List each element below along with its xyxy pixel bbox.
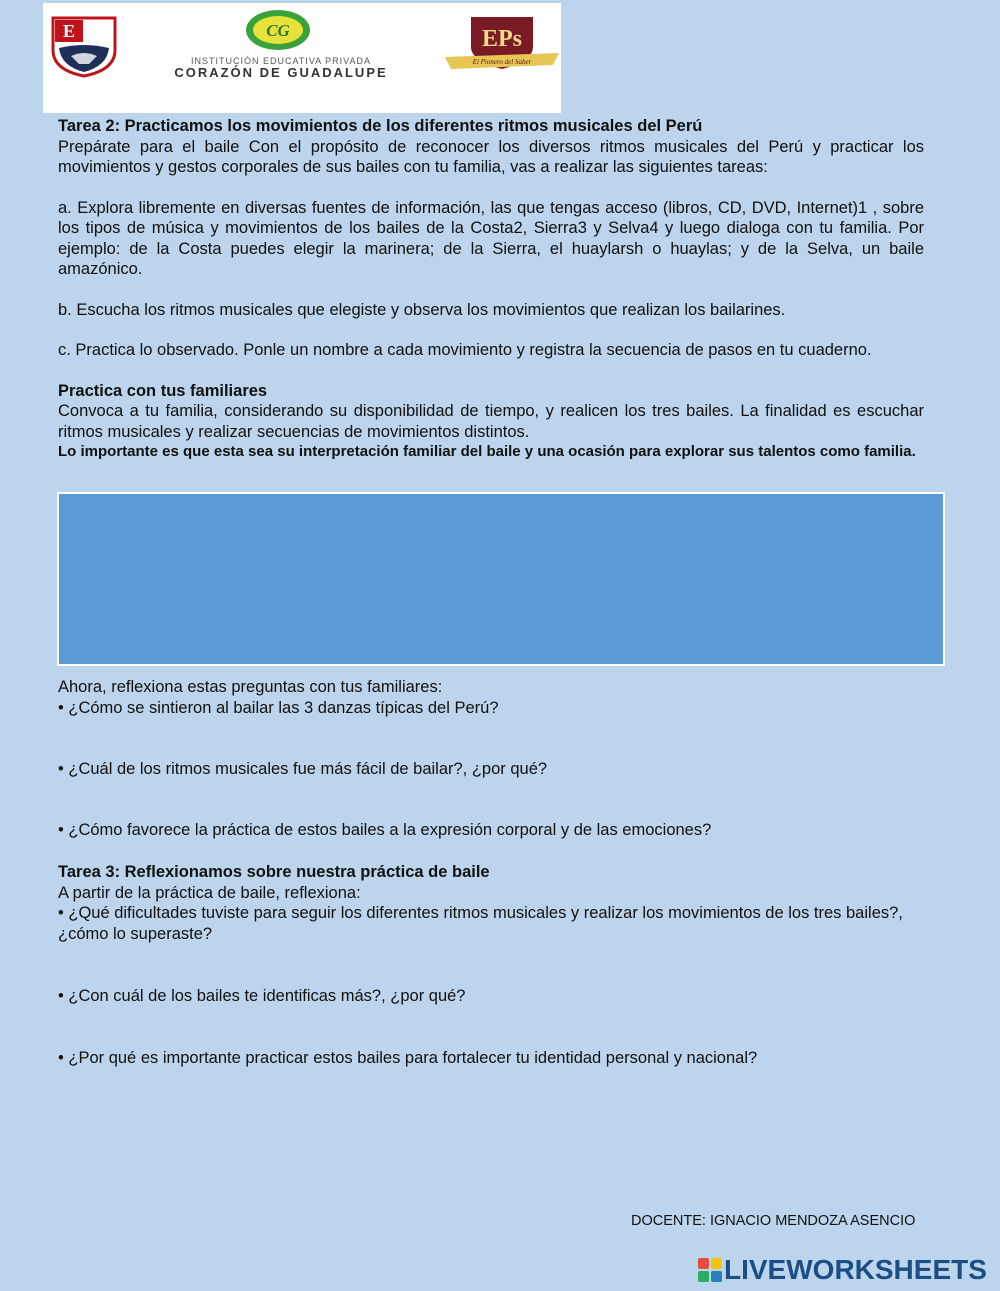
task3-intro: A partir de la práctica de baile, reflexiona: [58, 883, 361, 902]
task2-item-c: c. Practica lo observado. Ponle un nombre a cada movimiento y registra la secuencia de pasos en tu cuaderno. [58, 341, 872, 359]
task2-section [58, 116, 924, 462]
school-name: CORAZÓN DE GUADALUPE [174, 65, 388, 80]
task3-section [58, 862, 924, 944]
svg-text:E: E [62, 21, 76, 41]
eps-logo [443, 13, 561, 73]
svg-text:El Pionero del Saber: El Pionero del Saber [472, 58, 532, 66]
task3-question-1: • ¿Qué dificultades tuviste para seguir los diferentes ritmos musicales y realizar los movimientos de los tres bailes?, ¿cómo lo superaste? [58, 904, 903, 943]
svg-text:CG: CG [266, 21, 290, 40]
reflection-question-3: • ¿Cómo favorece la práctica de estos bailes a la expresión corporal y de las emociones? [58, 821, 712, 839]
reflection-question-1: • ¿Cómo se sintieron al bailar las 3 danzas típicas del Perú? [58, 698, 499, 717]
task3-question-3: • ¿Por qué es importante practicar estos bailes para fortalecer tu identidad personal y nacional? [58, 1049, 758, 1067]
practice-text: Convoca a tu familia, considerando su disponibilidad de tiempo, y realicen los tres bailes. La finalidad es escuchar ritmos musicales y realizar secuencias de movimientos distintos. [58, 402, 924, 441]
answer-box[interactable] [57, 492, 945, 666]
task2-item-a: a. Explora libremente en diversas fuentes de información, las que tengas acceso (libros, CD, DVD, Internet)1 , sobre los tipos de música y movimientos de los bailes de la Costa2, Sierra3 y Selva4 y luego dialoga con tu familia. Por ejemplo: de la Costa puedes elegir la marinera; de la Sierra, el huaylarsh o huaylas; y de la Selva, un baile amazónico. [58, 198, 924, 278]
header-banner [43, 3, 561, 113]
task2-item-b: b. Escucha los ritmos musicales que elegiste y observa los movimientos que realizan los bailarines. [58, 300, 786, 319]
svg-text:EPs: EPs [481, 26, 523, 52]
reflection-question-2: • ¿Cuál de los ritmos musicales fue más fácil de bailar?, ¿por qué? [58, 760, 548, 778]
corazon-guadalupe-logo [243, 8, 313, 54]
reflection-intro: Ahora, reflexiona estas preguntas con tus familiares: [58, 678, 443, 696]
practice-note: Lo importante es que esta sea su interpretación familiar del baile y una ocasión para explorar sus talentos como familia. [58, 443, 916, 460]
task3-question-2: • ¿Con cuál de los bailes te identificas más?, ¿por qué? [58, 987, 466, 1005]
liveworksheets-wordmark: LIVEWORKSHEETS [724, 1254, 987, 1285]
liveworksheets-logo-icon [698, 1258, 722, 1282]
task2-intro: Prepárate para el baile Con el propósito de reconocer los diversos ritmos musicales del Perú y practicar los movimientos y gestos corporales de sus bailes con tu familia, vas a realizar las siguientes tareas: [58, 137, 924, 176]
task2-title: Tarea 2: Practicamos los movimientos de los diferentes ritmos musicales del Perú [58, 117, 703, 135]
task3-title: Tarea 3: Reflexionamos sobre nuestra práctica de baile [58, 863, 490, 881]
school-subtitle: INSTITUCIÓN EDUCATIVA PRIVADA [190, 56, 372, 66]
teacher-name: DOCENTE: IGNACIO MENDOZA ASENCIO [631, 1213, 916, 1229]
liveworksheets-brand [698, 1255, 987, 1285]
practice-title: Practica con tus familiares [58, 381, 268, 400]
reflection-block [58, 677, 924, 718]
school-shield-logo [49, 16, 119, 78]
